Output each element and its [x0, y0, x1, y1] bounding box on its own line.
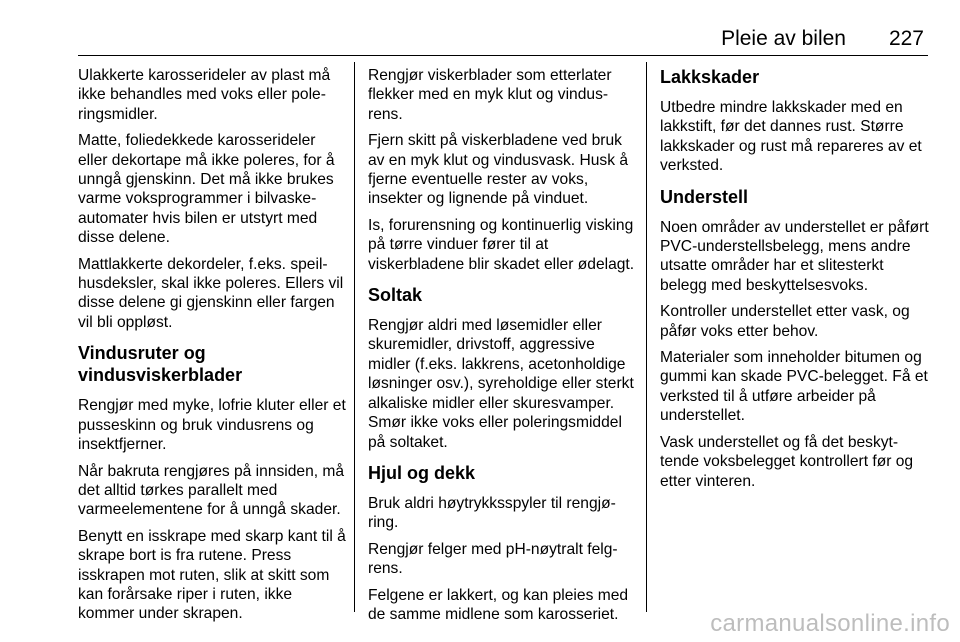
heading-hjul-og-dekk: Hjul og dekk: [368, 462, 476, 483]
header-rule: [78, 55, 928, 56]
paragraph: Felgene er lakkert, og kan pleies med de samme midlene som karosseriet.: [368, 586, 629, 623]
paragraph: Noen områder av understellet er påført PVC-understellsbelegg, mens andre utsatte områder har et slitesterkt belegg med beskyttelsesvoks.: [660, 218, 929, 294]
paragraph: Mattlakkerte dekordeler, f.eks. speilhusdeksler, skal ikke poleres. Ellers vil disse delene gi gjenskinn eller fargen vil bli oppløst.: [78, 255, 344, 331]
paragraph: Materialer som inneholder bitumen og gummi kan skade PVC-belegget. Få et verksted til å utføre arbeider på understellet.: [660, 349, 928, 425]
heading-soltak: Soltak: [368, 285, 423, 306]
paragraph: Is, forurensning og kontinuerlig visking på tørre vinduer fører til at viskerbladene blir skadet eller ødelagt.: [368, 216, 635, 273]
column-3: [660, 66, 930, 498]
heading-understell: Understell: [660, 186, 749, 207]
paragraph: Utbedre mindre lakkskader med en lakkstift, før det dannes rust. Større lakkskader og rust må repareres av et verksted.: [660, 99, 922, 175]
column-1: [78, 66, 346, 631]
heading-vindusruter: [78, 342, 346, 386]
paragraph: Ulakkerte karosserideler av plast må ikke behandles med voks eller poleringsmidler.: [78, 67, 331, 123]
column-2: [368, 66, 636, 631]
paragraph: Rengjør viskerblader som etterlater flekker med en myk klut og vindusrens.: [368, 67, 612, 123]
paragraph: Matte, foliedekkede karosserideler eller dekortape må ikke poleres, for å unngå gjenskinn. Det må ikke brukes varme voksprogrammer i bilvaskeautomater hvis bilen er utstyrt med disse delene.: [78, 132, 335, 247]
paragraph: Benytt en isskrape med skarp kant til å skrape bort is fra rutene. Press isskrapen mot ruten, slik at skitt som kan forårsake riper i ruten, ikke kommer under skrapen.: [78, 527, 346, 623]
section-title: Pleie av bilen: [721, 27, 846, 50]
column-divider-1: [354, 62, 355, 612]
paragraph: Rengjør aldri med løsemidler eller skuremidler, drivstoff, aggressive midler (f.eks. lakkrens, acetonholdige løsninger osv.), syreholdige eller sterkt alkaliske midler eller skuresvamper. Smør ikke voks eller poleringsmiddel på soltaket.: [368, 317, 634, 451]
column-divider-2: [646, 62, 647, 612]
paragraph: Når bakruta rengjøres på innsiden, må det alltid tørkes parallelt med varmeelementene for å unngå skader.: [78, 462, 345, 519]
heading-lakkskader: Lakkskader: [660, 67, 760, 87]
paragraph: Rengjør med myke, lofrie kluter eller et pusseskinn og bruk vindusrens og insektfjerner.: [78, 397, 346, 454]
watermark: carmanualsonline.info: [710, 610, 950, 637]
page-header: [78, 26, 928, 56]
paragraph: Bruk aldri høytrykksspyler til rengjøring.: [368, 494, 616, 532]
paragraph: Rengjør felger med pH-nøytralt felgrens.: [368, 540, 618, 578]
heading-line: Vindusruter og: [78, 343, 206, 364]
page-number: 227: [888, 27, 924, 50]
paragraph: Vask understellet og få det beskyttende voksbelegget kontrollert før og etter vinteren.: [660, 433, 914, 490]
heading-line: vindusviskerblader: [78, 365, 243, 386]
paragraph: Kontroller understellet etter vask, og påfør voks etter behov.: [660, 303, 910, 340]
paragraph: Fjern skitt på viskerbladene ved bruk av en myk klut og vindusvask. Husk å fjerne eventuelle rester av voks, insekter og lignende på vinduet.: [368, 132, 629, 208]
